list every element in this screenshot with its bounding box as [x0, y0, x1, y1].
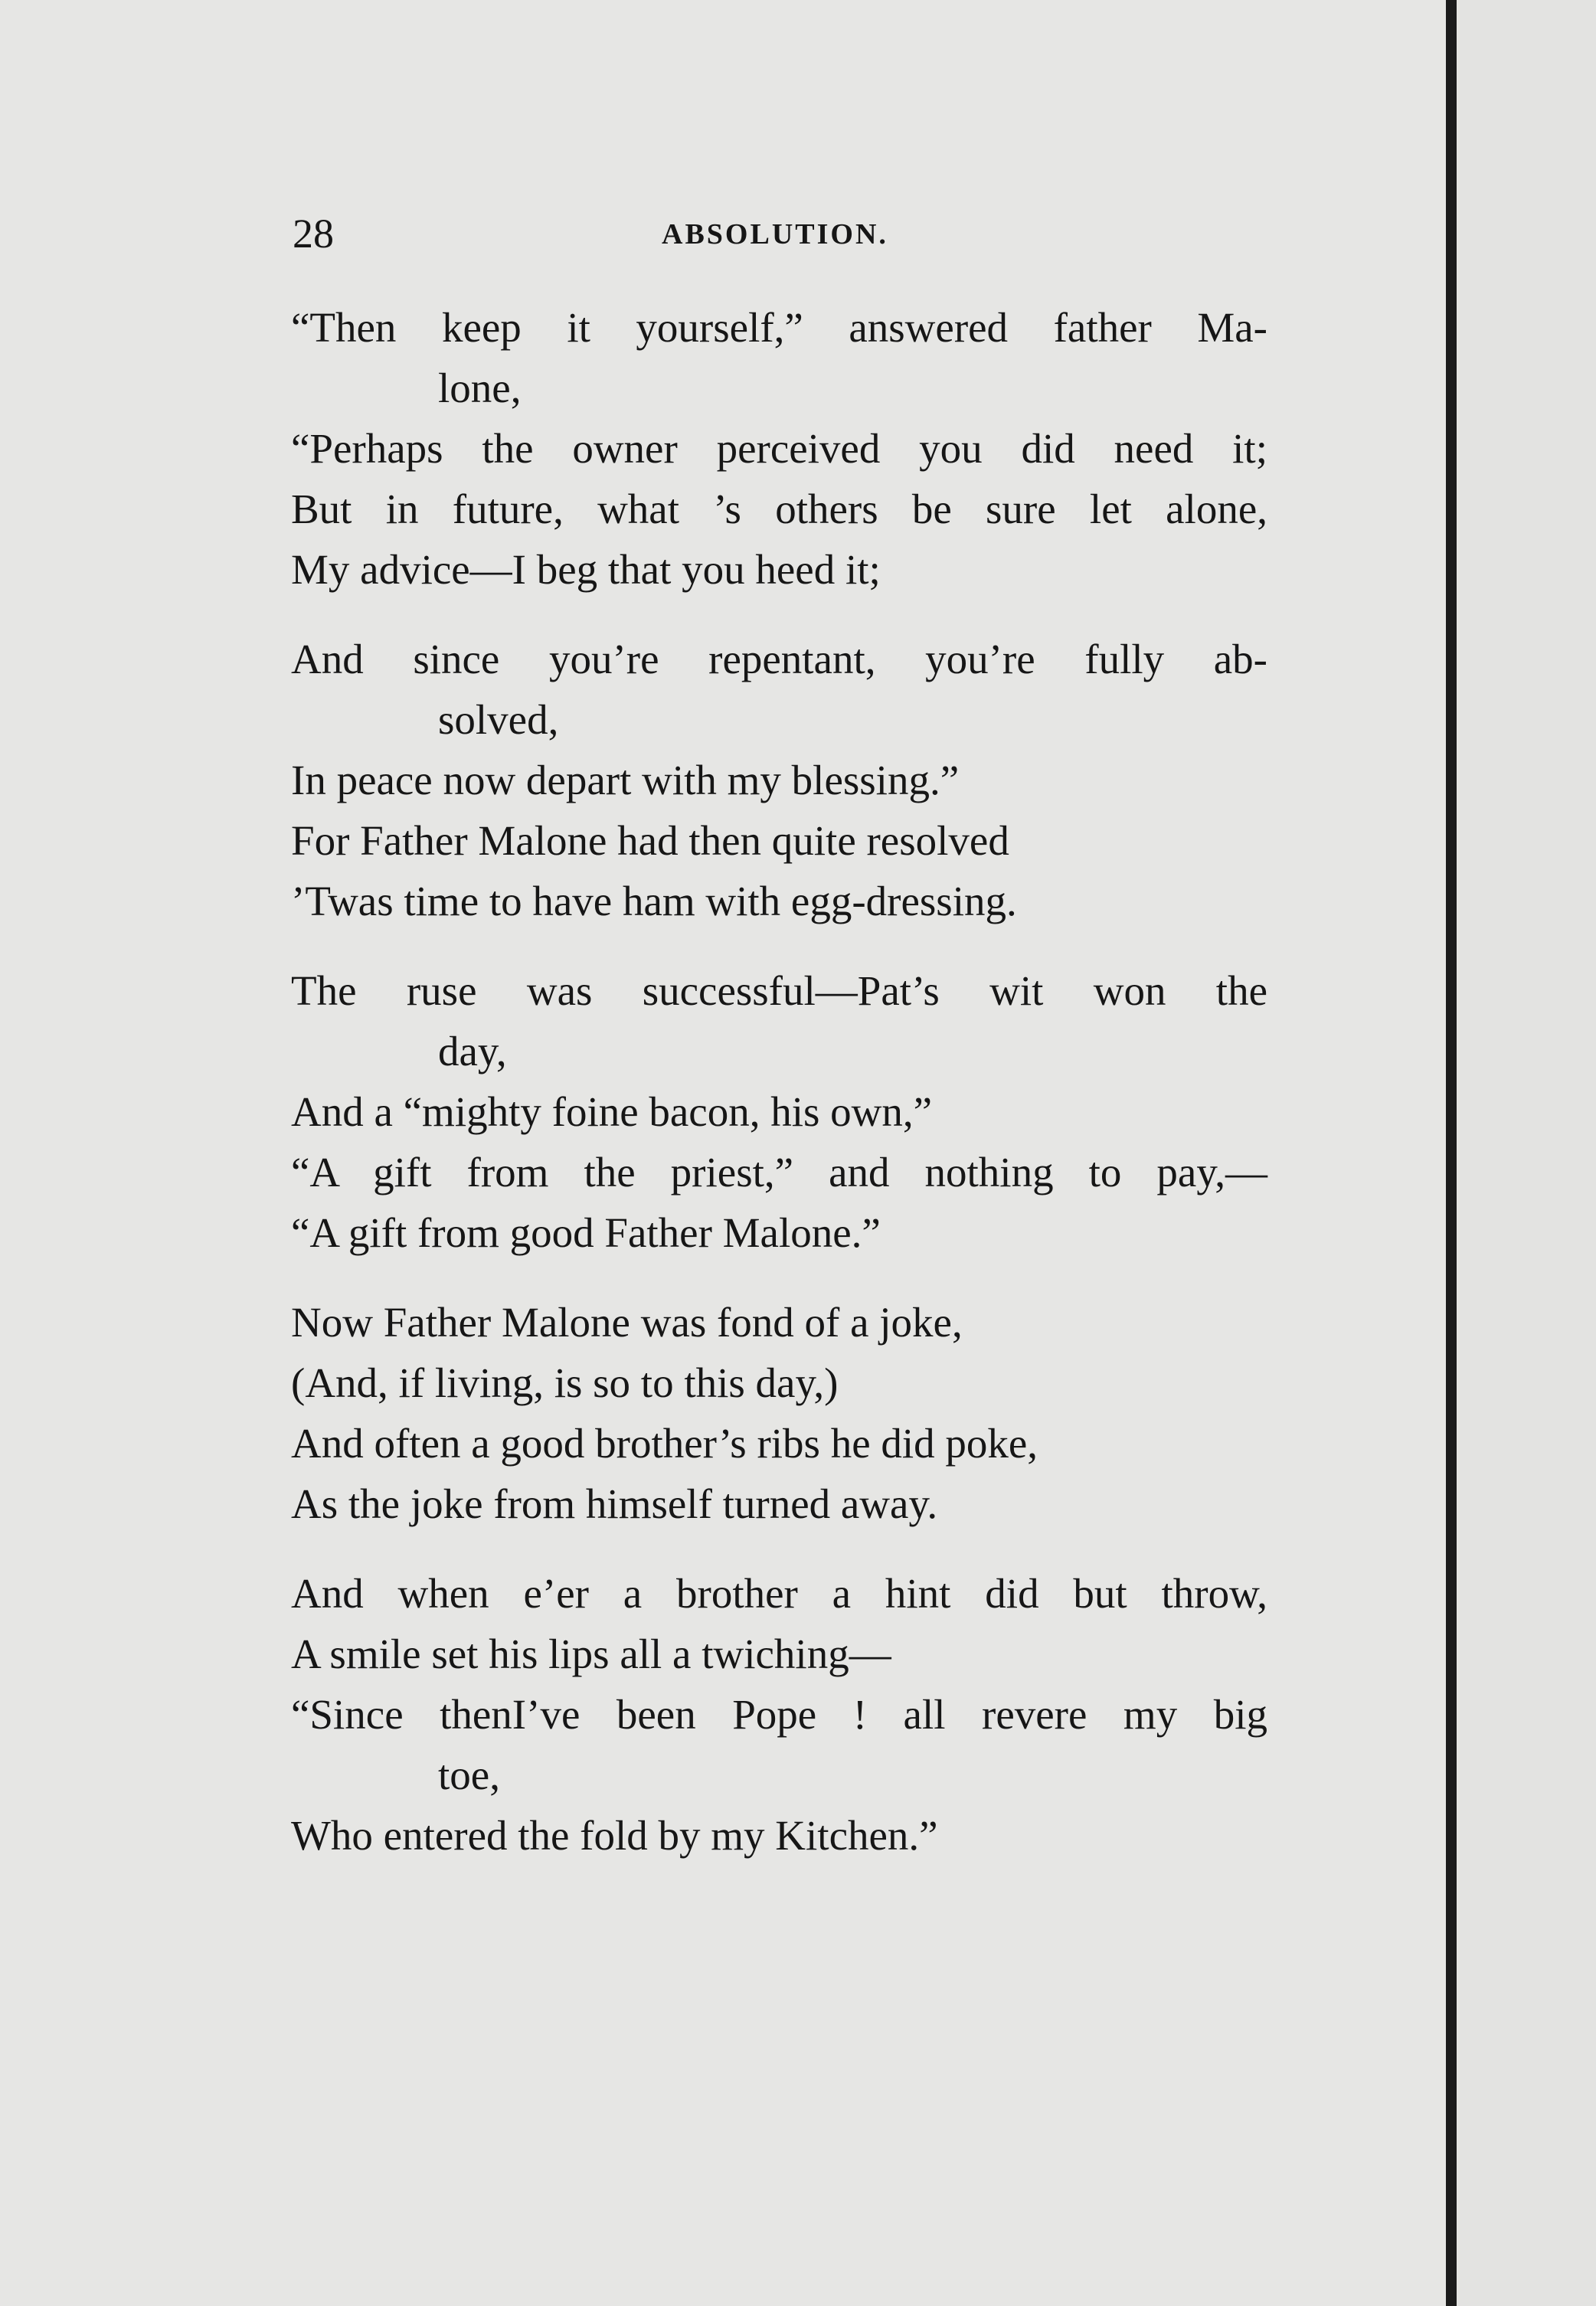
poem-line: As the joke from himself turned away.: [291, 1480, 938, 1527]
poem-line: (And, if living, is so to this day,): [291, 1359, 839, 1406]
poem-line: In peace now depart with my blessing.”: [291, 757, 960, 803]
page-number: 28: [293, 211, 334, 257]
running-title: ABSOLUTION.: [662, 218, 888, 250]
poem-line: And since you’re repentant, you’re fully ab-: [291, 636, 1267, 682]
poem-line: “A gift from the priest,” and nothing to pay,—: [291, 1149, 1267, 1196]
running-head: [293, 207, 1288, 260]
poem-line-continuation: toe,: [438, 1752, 500, 1798]
poem-line-continuation: solved,: [438, 696, 559, 743]
poem-line: ’Twas time to have ham with egg-dressing.: [291, 878, 1017, 924]
poem-line: “Since thenI’ve been Pope ! all revere my big: [291, 1691, 1267, 1738]
poem-line: And a “mighty foine bacon, his own,”: [291, 1088, 933, 1135]
poem-line: But in future, what ’s others be sure let alone,: [291, 486, 1267, 532]
poem-line-continuation: day,: [438, 1028, 507, 1074]
binding-margin: [1457, 0, 1596, 2306]
poem-line: “Then keep it yourself,” answered father Ma-: [291, 304, 1267, 351]
poem-line: Now Father Malone was fond of a joke,: [291, 1299, 963, 1346]
stanza-1: [291, 297, 1287, 600]
poem-line-continuation: lone,: [438, 365, 522, 411]
poem-line: A smile set his lips all a twiching—: [291, 1631, 891, 1677]
poem-line: And when e’er a brother a hint did but throw,: [291, 1570, 1267, 1617]
poem-line: My advice—I beg that you heed it;: [291, 546, 881, 593]
poem-line: “Perhaps the owner perceived you did need it;: [291, 425, 1267, 472]
binding-shadow: [1446, 0, 1457, 2306]
stanza-3: [291, 960, 1287, 1263]
poem-text: [291, 297, 1287, 1895]
stanza-2: [291, 629, 1287, 931]
poem-line: And often a good brother’s ribs he did poke,: [291, 1420, 1038, 1467]
poem-line: For Father Malone had then quite resolved: [291, 817, 1009, 864]
stanza-4: [291, 1292, 1287, 1534]
poem-line: The ruse was successful—Pat’s wit won the: [291, 967, 1267, 1014]
poem-line: Who entered the fold by my Kitchen.”: [291, 1812, 938, 1859]
poem-line: “A gift from good Father Malone.”: [291, 1209, 881, 1256]
stanza-5: [291, 1563, 1287, 1866]
